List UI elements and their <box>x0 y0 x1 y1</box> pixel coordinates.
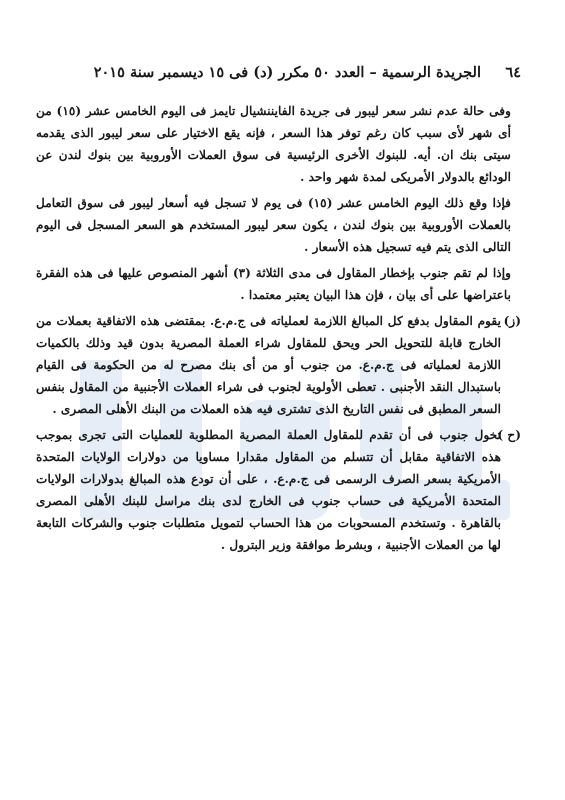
document-body <box>36 100 521 556</box>
clause-marker: (ح ) <box>497 428 521 442</box>
clause-marker: (ز) <box>503 314 521 328</box>
clause-text: يقوم المقاول بدفع كل المبالغ اللازمة لعملياته فى ج.م.ع. بمقتضى هذه الاتفاقية بعملات من الخارج قابلة للتحويل الحر ويحق للمقاول شراء العملة المصرية بدون قيد وذلك بالكميات اللازمة لعملياته فى ج.م.ع. من جنوب أو من أى بنك مصرح له من الحكومة فى القيام باستبدال النقد الأجنبى . تعطى الأولوية لجنوب فى شراء العملات الأجنبية من المقاول بنفس السعر المطبق فى نفس التاريخ الذى تشترى فيه هذه العملات من البنك الأهلى المصرى . <box>36 314 501 416</box>
clause-z <box>36 310 521 420</box>
clause-text: تخول جنوب فى أن تقدم للمقاول العملة المصرية المطلوبة للعمليات التى تجرى بموجب هذه الاتفاقية مقابل أن تتسلم من المقاول مقدارا مساويا من دولارات الولايات المتحدة الأمريكية بسعر الصرف الرسمى فى ج.م.ع. ، على أن تودع هذه المبالغ بدولارات الولايات المتحدة الأمريكية فى حساب جنوب فى الخارج لدى بنك مراسل للبنك الأهلى المصرى بالقاهرة . وتستخدم المسحوبات من هذا الحساب لتمويل متطلبات جنوب والشركات التابعة لها من العملات الأجنبية ، وبشرط موافقة وزير البترول . <box>36 428 501 552</box>
paragraph-statement-approval: وإذا لم تقم جنوب بإخطار المقاول فى مدى الثلاثة (٣) أشهر المنصوص عليها فى هذه الفقرة باعتراضها على أى بيان ، فإن هذا البيان يعتبر معتمدا . <box>36 266 512 302</box>
clause-h <box>36 424 521 556</box>
page-number: ٦٤ <box>505 64 521 81</box>
paragraph-libor-holiday: فإذا وقع ذلك اليوم الخامس عشر (١٥) فى يوم لا تسجل فيه أسعار ليبور فى سوق التعامل بالعملات الأوروبية بين بنوك لندن ، يكون سعر ليبور المستخدم هو السعر المسجل فى اليوم التالى الذى يتم فيه تسجيل هذه الأسعار . <box>36 196 512 254</box>
paragraph-libor-fallback: وفى حالة عدم نشر سعر ليبور فى جريدة الفايننشيال تايمز فى اليوم الخامس عشر (١٥) من أى شهر لأى سبب كان رغم توفر هذا السعر ، فإنه يقع الاختيار على سعر ليبور الذى يقدمه سيتى بنك ان. أيه. للبنوك الأخرى الرئيسية فى سوق العملات الأوروبية بين بنوك لندن عن الودائع بالدولار الأمريكى لمدة شهر واحد . <box>36 104 511 184</box>
gazette-title: الجريدة الرسمية – العدد ٥٠ مكرر (د) فى ١٥ ديسمبر سنة ٢٠١٥ <box>93 64 481 81</box>
page-header <box>38 64 521 86</box>
